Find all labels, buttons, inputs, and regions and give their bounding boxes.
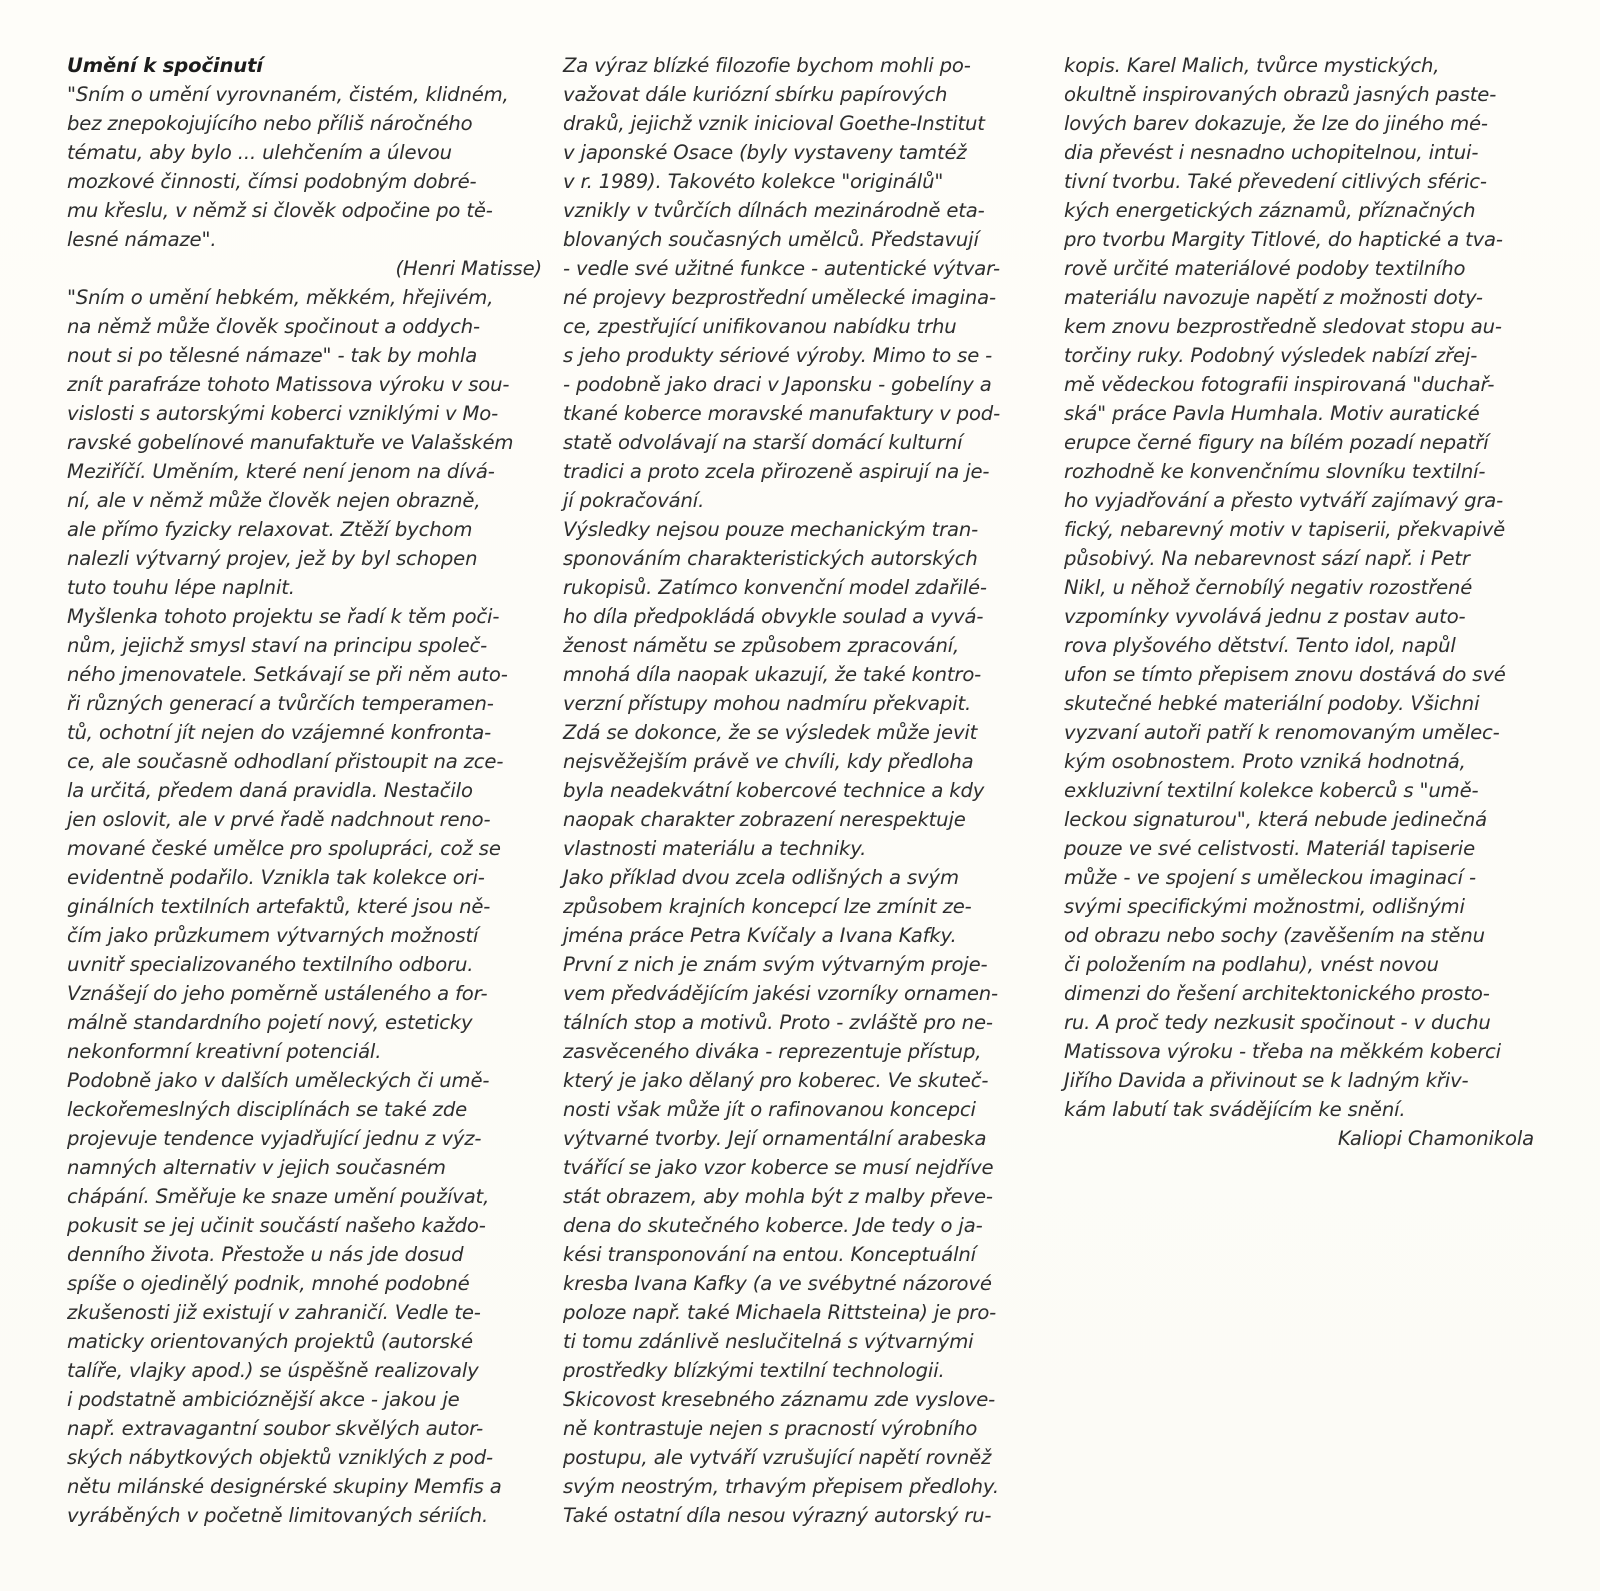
text-line: leckořemeslných disciplínách se také zde	[67, 1098, 468, 1121]
text-line: i podstatně ambicióznější akce - jakou je	[67, 1388, 460, 1411]
text-line: tradici a proto zcela přirozeně aspirují na je-	[563, 460, 990, 483]
text-line: v japonské Osace (byly vystaveny tamtéž	[563, 141, 967, 164]
text-line: ženost námětu se způsobem zpracování,	[563, 634, 960, 657]
text-line: rozhodně ke konvenčnímu slovníku textilní-	[1064, 460, 1486, 483]
text-line: vyráběných v početně limitovaných sériích.	[67, 1504, 489, 1527]
text-line: vislosti s autorskými koberci vzniklými v Mo-	[67, 402, 498, 425]
text-line: ravské gobelínové manufaktuře ve Valašském	[67, 431, 514, 454]
text-line: talíře, vlajky apod.) se úspěšně realizovaly	[67, 1359, 479, 1382]
text-line: Skicovost kresebného záznamu zde vyslove-	[563, 1388, 996, 1411]
quote-attribution: (Henri Matisse)	[395, 257, 542, 280]
text-line: verzní přístupy mohou nadmíru překvapit.	[563, 692, 972, 715]
text-line: tuto touhu lépe naplnit.	[67, 576, 295, 599]
text-line: ská" práce Pavla Humhala. Motiv auratické	[1064, 402, 1480, 425]
text-line: ho díla předpokládá obvykle soulad a vyvá-	[563, 605, 984, 628]
text-line: naopak charakter zobrazení nerespektuje	[563, 808, 966, 831]
text-line: lových barev dokazuje, že lze do jiného mé-	[1064, 112, 1488, 135]
text-line: projevuje tendence vyjadřující jednu z výz-	[67, 1127, 482, 1150]
text-line: prostředky blízkými textilní technologii.	[563, 1359, 945, 1382]
text-line: Jako příklad dvou zcela odlišných a svým	[563, 866, 959, 889]
text-line: Také ostatní díla nesou výrazný autorský ru-	[563, 1504, 992, 1527]
text-line: spíše o ojedinělý podnik, mnohé podobné	[67, 1272, 470, 1295]
text-line: erupce černé figury na bílém pozadí nepatří	[1064, 431, 1489, 454]
text-line: ní, ale v němž může člověk nejen obrazně,	[67, 489, 481, 512]
text-line: statě odvolávají na starší domácí kulturní	[563, 431, 963, 454]
text-line: ufon se tímto přepisem znovu dostává do své	[1064, 663, 1506, 686]
text-line: ce, ale současně odhodlaní přistoupit na zce-	[67, 750, 504, 773]
text-line: Myšlenka tohoto projektu se řadí k těm poči-	[67, 605, 500, 628]
text-line: zkušenosti již existují v zahraničí. Vedle te-	[67, 1301, 481, 1324]
text-line: zasvěceného diváka - reprezentuje přístup,	[563, 1040, 982, 1063]
text-line: né projevy bezprostřední umělecké imagina-	[563, 286, 996, 309]
text-line: nosti však může jít o rafinovanou koncepci	[563, 1098, 976, 1121]
text-line: na němž může člověk spočinout a oddych-	[67, 315, 480, 338]
text-line: - podobně jako draci v Japonsku - gobelíny a	[563, 373, 992, 396]
text-column-2	[563, 51, 1043, 1530]
text-line: važovat dále kuriózní sbírku papírových	[563, 83, 948, 106]
text-line: rova plyšového dětství. Tento idol, napůl	[1064, 634, 1456, 657]
text-line: Výsledky nejsou pouze mechanickým tran-	[563, 518, 979, 541]
text-line: pokusit se jej učinit součástí našeho každo-	[67, 1214, 486, 1237]
text-line: Zdá se dokonce, že se výsledek může jevit	[563, 721, 978, 744]
text-line: namných alternativ v jejich současném	[67, 1156, 446, 1179]
text-line: mnohá díla naopak ukazují, že také kontro-	[563, 663, 982, 686]
text-line: kým osobnostem. Proto vzniká hodnotná,	[1064, 750, 1466, 773]
text-line: leckou signaturou", která nebude jedinečná	[1064, 808, 1487, 831]
text-line: dimenzi do řešení architektonického prosto-	[1064, 982, 1490, 1005]
text-line: který je jako dělaný pro koberec. Ve skuteč-	[563, 1069, 989, 1092]
text-line: ských nábytkových objektů vzniklých z pod-	[67, 1446, 493, 1469]
text-line: ru. A proč tedy nezkusit spočinout - v duchu	[1064, 1011, 1491, 1034]
text-line: Nikl, u něhož černobílý negativ rozostřené	[1064, 576, 1473, 599]
text-line: blovaných současných umělců. Představují	[563, 228, 979, 251]
text-line: Za výraz blízké filozofie bychom mohli po-	[563, 54, 971, 77]
text-line: pouze ve své celistvosti. Materiál tapiserie	[1064, 837, 1475, 860]
text-line: - vedle své užitné funkce - autentické výtvar-	[563, 257, 1000, 280]
text-line: okultně inspirovaných obrazů jasných paste-	[1064, 83, 1497, 106]
text-line: nům, jejichž smysl staví na principu společ-	[67, 634, 488, 657]
text-line: vznikly v tvůrčích dílnách mezinárodně eta-	[563, 199, 985, 222]
text-line: kých energetických záznamů, příznačných	[1064, 199, 1476, 222]
text-line: materiálu navozuje napětí z možnosti doty-	[1064, 286, 1483, 309]
text-line: pro tvorbu Margity Titlové, do haptické a tva-	[1064, 228, 1503, 251]
text-line: málně standardního pojetí nový, esteticky	[67, 1011, 473, 1034]
text-line: tů, ochotní jít nejen do vzájemné konfronta-	[67, 721, 492, 744]
text-column-1	[67, 51, 547, 1530]
text-line: nekonformní kreativní potenciál.	[67, 1040, 382, 1063]
text-line: či položením na podlahu), vnést novou	[1064, 953, 1439, 976]
text-line: kem znovu bezprostředně sledovat stopu au-	[1064, 315, 1502, 338]
text-line: ce, zpestřující unifikovanou nabídku trhu	[563, 315, 957, 338]
text-line: tkané koberce moravské manufaktury v pod-	[563, 402, 1001, 425]
text-line: kopis. Karel Malich, tvůrce mystických,	[1064, 54, 1440, 77]
text-line: od obrazu nebo sochy (zavěšením na stěnu	[1064, 924, 1485, 947]
text-line: "Sním o umění vyrovnaném, čistém, klidném,	[67, 83, 509, 106]
text-line: draků, jejichž vznik inicioval Goethe-Institut	[563, 112, 985, 135]
text-line: svým neostrým, trhavým přepisem předlohy.	[563, 1475, 999, 1498]
text-line: maticky orientovaných projektů (autorské	[67, 1330, 473, 1353]
text-line: lesné námaze".	[67, 228, 217, 251]
text-line: nejsvěžejším právě ve chvíli, kdy předloha	[563, 750, 974, 773]
text-line: ale přímo fyzicky relaxovat. Ztěží bychom	[67, 518, 473, 541]
text-line: poloze např. také Michaela Rittsteina) je pro-	[563, 1301, 997, 1324]
text-line: exkluzivní textilní kolekce koberců s "umě-	[1064, 779, 1479, 802]
text-line: způsobem krajních koncepcí lze zmínit ze-	[563, 895, 972, 918]
text-line: kám labutí tak svádějícím ke snění.	[1064, 1098, 1406, 1121]
text-line: mované české umělce pro spolupráci, což se	[67, 837, 501, 860]
text-line: jí pokračování.	[563, 489, 705, 512]
text-line: nout si po tělesné námaze" - tak by mohla	[67, 344, 478, 367]
text-line: První z nich je znám svým výtvarným proje-	[563, 953, 988, 976]
text-line: tvářící se jako vzor koberce se musí nejdříve	[563, 1156, 994, 1179]
text-line: stát obrazem, aby mohla být z malby převe-	[563, 1185, 993, 1208]
text-line: skutečné hebké materiální podoby. Všichni	[1064, 692, 1480, 715]
text-line: tématu, aby bylo ... ulehčením a úlevou	[67, 141, 452, 164]
text-line: mozkové činnosti, čímsi podobným dobré-	[67, 170, 477, 193]
text-line: výtvarné tvorby. Její ornamentální arabeska	[563, 1127, 987, 1150]
text-line: postupu, ale vytváří vzrušující napětí rovněž	[563, 1446, 992, 1469]
text-line: torčiny ruky. Podobný výsledek nabízí zřej-	[1064, 344, 1478, 367]
text-column-3	[1064, 51, 1544, 1153]
text-line: může - ve spojení s uměleckou imaginací -	[1064, 866, 1476, 889]
text-line: uvnitř specializovaného textilního odboru.	[67, 953, 474, 976]
text-line: ho vyjadřování a přesto vytváří zajímavý gra-	[1064, 489, 1504, 512]
text-line: čím jako průzkumem výtvarných možností	[67, 924, 479, 947]
text-line: Meziříčí. Uměním, které není jenom na dívá-	[67, 460, 495, 483]
text-line: ginálních textilních artefaktů, které jsou ně-	[67, 895, 491, 918]
text-line: jen oslovit, ale v prvé řadě nadchnout reno-	[67, 808, 491, 831]
text-line: svými specifickými možnostmi, odlišnými	[1064, 895, 1465, 918]
text-line: dia převést i nesnadno uchopitelnou, intui-	[1064, 141, 1479, 164]
text-line: v r. 1989). Takovéto kolekce "originálů"	[563, 170, 944, 193]
text-line: "Sním o umění hebkém, měkkém, hřejivém,	[67, 286, 494, 309]
text-line: ného jmenovatele. Setkávají se při něm auto-	[67, 663, 508, 686]
text-line: sponováním charakteristických autorských	[563, 547, 978, 570]
text-line: dena do skutečného koberce. Jde tedy o ja-	[563, 1214, 983, 1237]
text-line: kresba Ivana Kafky (a ve svébytné názorové	[563, 1272, 992, 1295]
text-line: denního života. Přestože u nás jde dosud	[67, 1243, 464, 1266]
text-line: Podobně jako v dalších uměleckých či umě-	[67, 1069, 490, 1092]
text-line: jména práce Petra Kvíčaly a Ivana Kafky.	[563, 924, 957, 947]
text-line: byla neadekvátní kobercové technice a kdy	[563, 779, 985, 802]
text-line: mu křeslu, v němž si člověk odpočine po tě-	[67, 199, 493, 222]
text-line: vyzvaní autoři patří k renomovaným umělec-	[1064, 721, 1500, 744]
text-line: fický, nebarevný motiv v tapiserii, překvapivě	[1064, 518, 1506, 541]
text-line: kési transponování na entou. Konceptuální	[563, 1243, 976, 1266]
text-line: Matissova výroku - třeba na měkkém koberci	[1064, 1040, 1501, 1063]
text-line: např. extravagantní soubor skvělých autor-	[67, 1417, 484, 1440]
text-line: rukopisů. Zatímco konvenční model zdařilé-	[563, 576, 987, 599]
text-line: vem předvádějícím jakési vzorníky ornamen-	[563, 982, 998, 1005]
text-line: mě vědeckou fotografii inspirovaná "duchař-	[1064, 373, 1495, 396]
text-line: ti tomu zdánlivě neslučitelná s výtvarnými	[563, 1330, 974, 1353]
text-line: s jeho produkty sériové výroby. Mimo to se -	[563, 344, 993, 367]
text-line: evidentně podařilo. Vznikla tak kolekce ori-	[67, 866, 485, 889]
text-line: rově určité materiálové podoby textilního	[1064, 257, 1466, 280]
text-line: la určitá, předem daná pravidla. Nestačilo	[67, 779, 473, 802]
text-line: tivní tvorbu. Také převedení citlivých sféric-	[1064, 170, 1487, 193]
author-signature: Kaliopi Chamonikola	[1337, 1127, 1534, 1150]
text-line: znít parafráze tohoto Matissova výroku v sou-	[67, 373, 510, 396]
text-line: Vznášejí do jeho poměrně ustáleného a for-	[67, 982, 488, 1005]
text-line: nalezli výtvarný projev, jež by byl schopen	[67, 547, 478, 570]
text-line: chápání. Směřuje ke snaze umění používat,	[67, 1185, 490, 1208]
article-title: Umění k spočinutí	[67, 54, 263, 77]
text-line: vlastnosti materiálu a techniky.	[563, 837, 867, 860]
text-line: nětu milánské designérské skupiny Memfis a	[67, 1475, 502, 1498]
text-line: ně kontrastuje nejen s pracností výrobního	[563, 1417, 978, 1440]
text-line: Jiřího Davida a přivinout se k ladným křiv-	[1064, 1069, 1469, 1092]
text-line: působivý. Na nebarevnost sází např. i Petr	[1064, 547, 1470, 570]
text-line: tálních stop a motivů. Proto - zvláště pro ne-	[563, 1011, 993, 1034]
text-line: vzpomínky vyvolává jednu z postav auto-	[1064, 605, 1466, 628]
text-line: bez znepokojujícího nebo příliš náročného	[67, 112, 473, 135]
text-line: ři různých generací a tvůrčích temperamen-	[67, 692, 494, 715]
